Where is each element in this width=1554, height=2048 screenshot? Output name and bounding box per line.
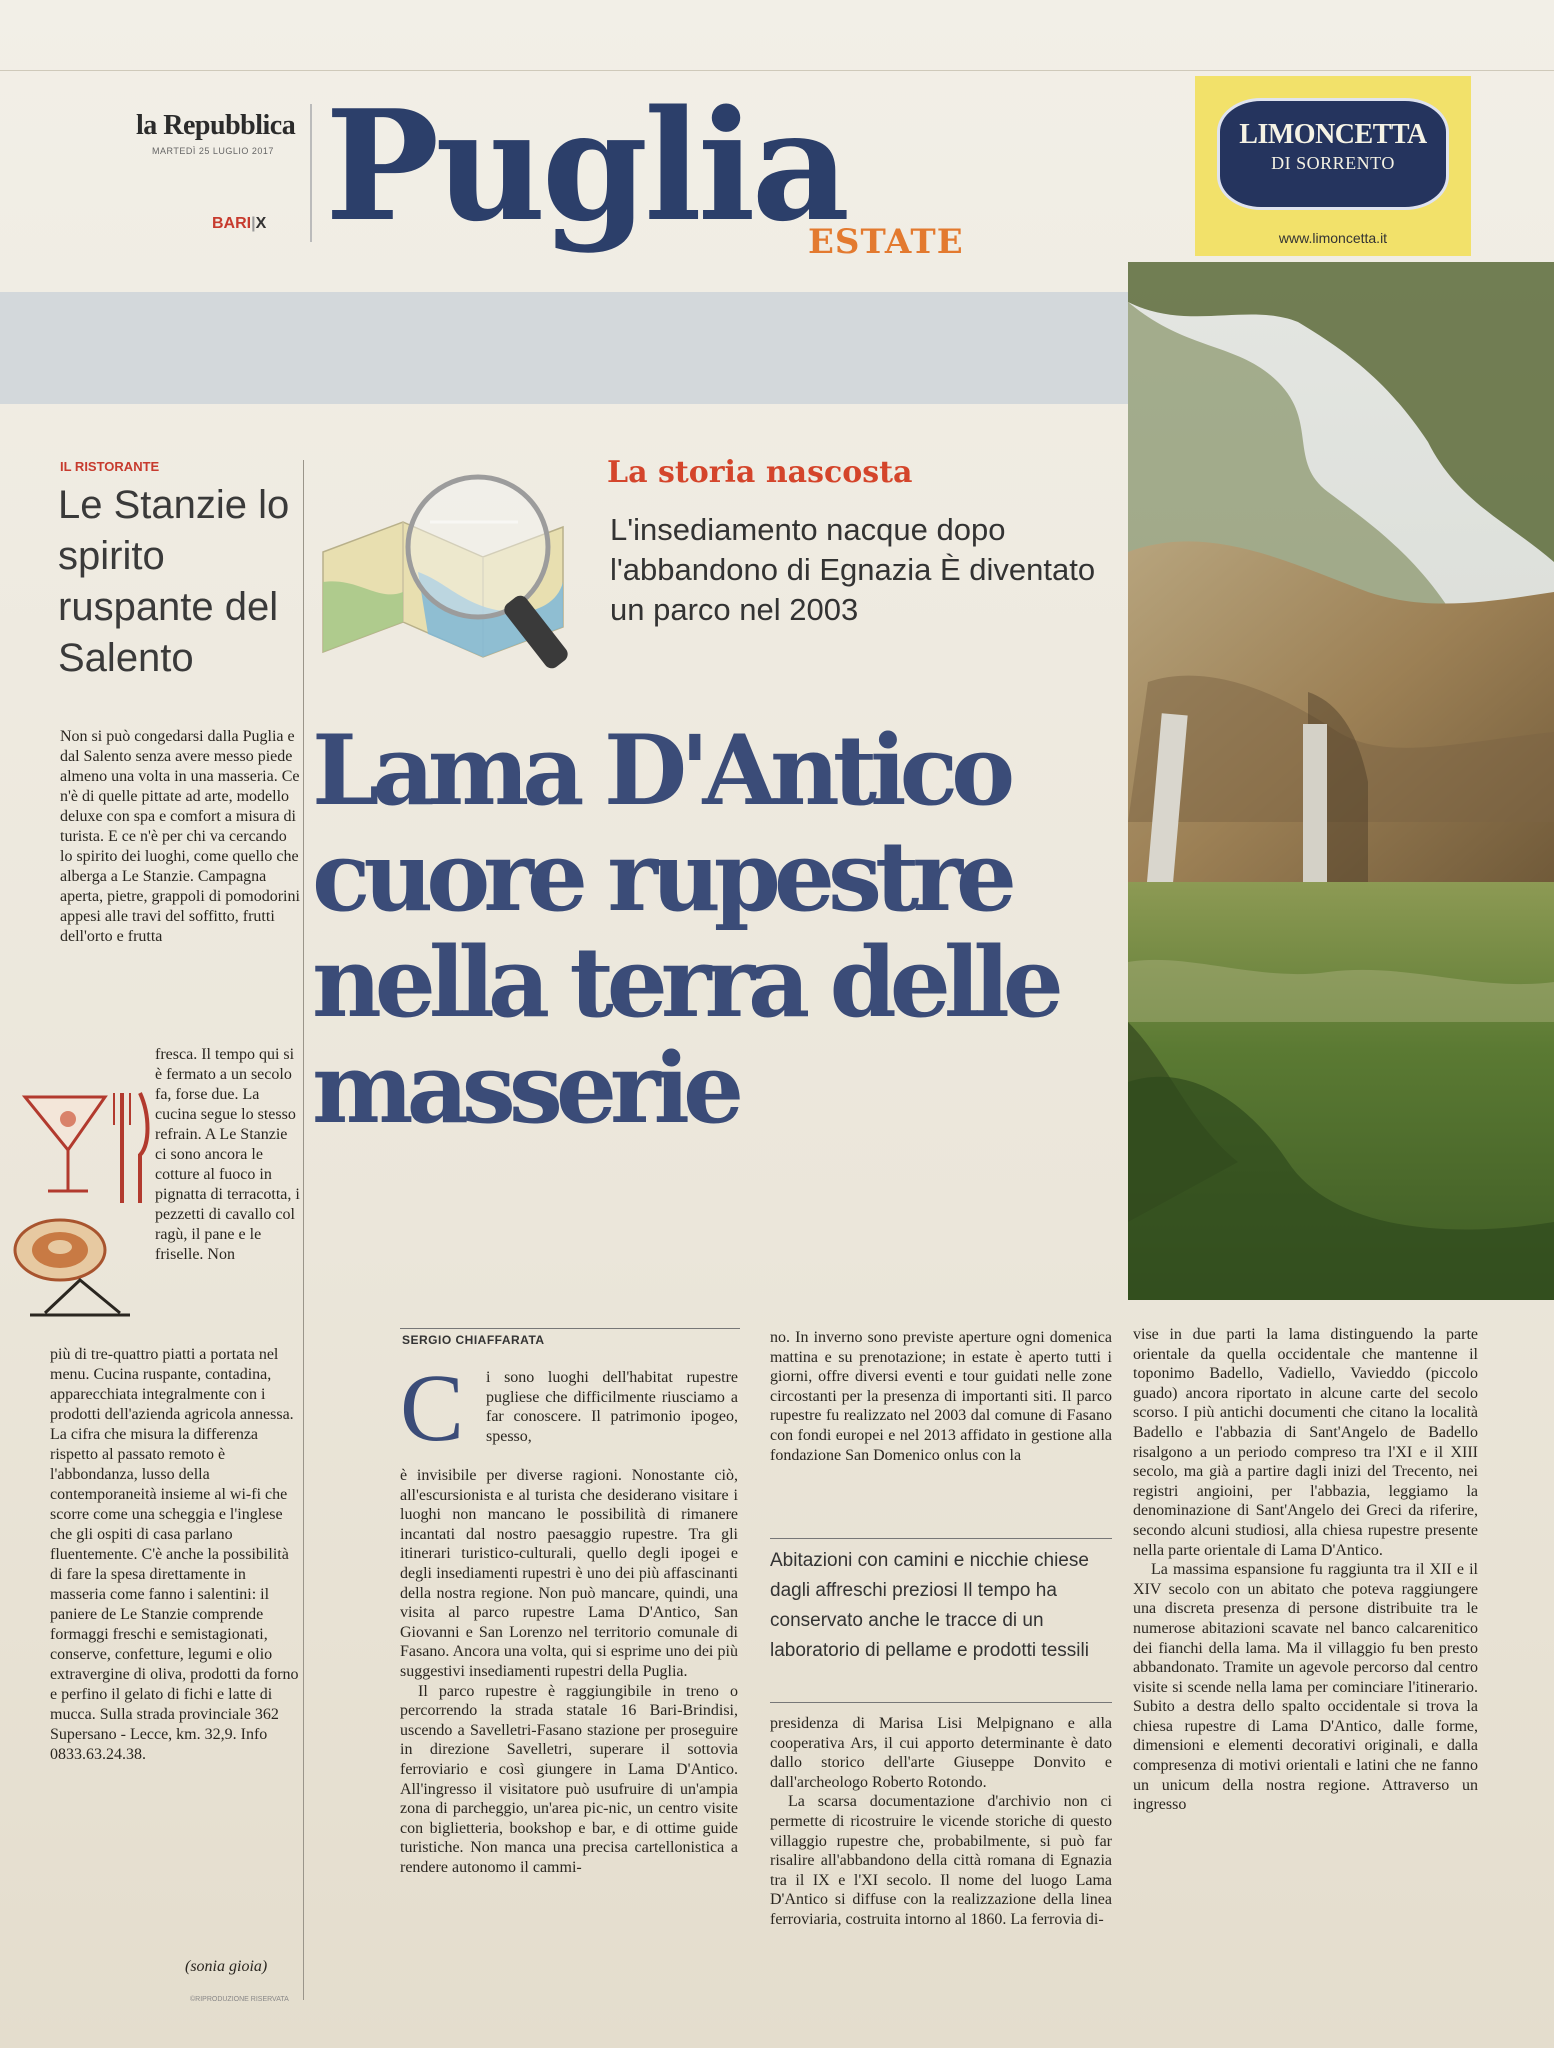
article-paragraph: Il parco rupestre è raggiungibile in treno o percorrendo la strada statale 16 Bari-Brindisi, uscendo a Savelletri-Fasano stazione per proseguire in direzione Savelletri, superare il sottovia ferroviario e così giungere in Lama D'Antico. All'ingresso il visitatore può usufruire di un'ampia zona di parcheggio, un'area pic-nic, un centro visite con biglietteria, bookshop e bar, e di ottime guide turistiche. Non manca una precisa cartellonistica a rendere autonomo il cammi- — [400, 1682, 738, 1876]
plate-icon — [15, 1220, 105, 1280]
pullquote-rule-bottom — [770, 1702, 1112, 1703]
byline: SERGIO CHIAFFARATA — [402, 1333, 545, 1347]
pullquote-rule-top — [770, 1538, 1112, 1539]
article-paragraph: è invisibile per diverse ragioni. Nonostante ciò, all'escursionista e al turista che desiderano visitare i luoghi non mancano le possibilità di rimanere incantati dal nostro paesaggio rupestre. Tra gli itinerari turistico-culturali, quello degli ipogei e degli insediamenti rupestri è uno dei più affascinanti della nostra regione. Non può mancare, quindi, una visita al parco rupestre Lama D'Antico, San Giovanni e San Lorenzo nel territorio comunale di Fasano. Ancora una volta, qui si esprime uno dei più suggestivi insediamenti rupestri della Puglia. — [400, 1467, 738, 1680]
article-paragraph: La scarsa documentazione d'archivio non ci permette di ricostruire le vicende storiche di questo villaggio rupestre che, probabilmente, si può far risalire all'abbandono della città romana di Egnazia tra il IX e l'XI secolo. Il nome del luogo Lama D'Antico si diffuse con la realizzazione della linea ferroviaria, costruita intorno al 1860. La ferrovia di- — [770, 1793, 1112, 1928]
article-col3 — [1133, 1325, 1478, 1815]
copyright-note: ©RIPRODUZIONE RISERVATA — [190, 1996, 289, 2003]
article-col2-bottom — [770, 1714, 1112, 1930]
edition-city: BARI — [212, 215, 252, 232]
ad-url: www.limoncetta.it — [1278, 230, 1388, 246]
map-magnifier-illustration — [318, 462, 578, 682]
drop-cap: C — [400, 1354, 465, 1461]
sidebar-body-2: fresca. Il tempo qui si è fermato a un secolo fa, forse due. La cucina segue lo stesso refrain. A Le Stanzie ci sono ancora le cotture al fuoco in pignatta di terracotta, i pezzetti di cavallo col ragù, il pane e le friselle. Non — [155, 1046, 300, 1263]
edition-marker: X — [255, 215, 267, 232]
cutlery-icon — [114, 1093, 148, 1203]
article-col2-top — [770, 1328, 1112, 1465]
deckchair-icon — [30, 1280, 130, 1315]
section-subtitle: ESTATE — [808, 222, 964, 262]
pullquote: Abitazioni con camini e nicchie chiese dagli affreschi preziosi Il tempo ha conservato anche le tracce di un laboratorio di pellame e prodotti tessili — [770, 1550, 1089, 1661]
feature-kicker: La storia nascosta — [607, 455, 913, 490]
newspaper-name: la Repubblica — [136, 110, 296, 141]
article-col1-intro: i sono luoghi dell'habitat rupestre pugliese che difficilmente riusciamo a far conoscere. Il patrimonio ipogeo, spesso, — [486, 1369, 738, 1445]
landscape-photo — [1128, 262, 1554, 1300]
feature-subtitle: L'insediamento nacque dopo l'abbandono di Egnazia È diventato un parco nel 2003 — [610, 512, 1096, 627]
restaurant-illustration — [10, 1075, 150, 1320]
byline-rule — [400, 1328, 740, 1329]
edition-label: BARI|X — [212, 215, 267, 232]
sidebar-kicker: IL RISTORANTE — [60, 459, 160, 474]
article-col1-body — [400, 1466, 738, 1877]
header-band — [0, 292, 1130, 404]
ad-brand: LIMONCETTA — [1239, 119, 1427, 150]
ad-badge — [1217, 98, 1449, 210]
sidebar-title: Le Stanzie lo spirito ruspante del Salento — [58, 483, 290, 680]
top-rule — [0, 70, 1554, 71]
masthead-divider — [310, 104, 312, 242]
sidebar-body-3: più di tre-quattro piatti a portata nel menu. Cucina ruspante, contadina, apparecchiata integralmente con i prodotti dell'azienda agricola annessa. La cifra che misura la differenza rispetto al passato remoto è l'abbondanza, lusso della contemporaneità insieme al wi-fi che scorre come una scheggia e l'inglese che gli ospiti di casa parlano fluentemente. C'è anche la possibilità di fare la spesa direttamente in masseria come fanno i salentini: il paniere de Le Stanzie comprende formaggi freschi e semistagionati, conserve, confetture, legumi e olio extravergine di oliva, prodotti da forno e perfino il gelato di fichi e latte di mucca. Sulla strada provinciale 362 Supersano - Lecce, km. 32,9. Info 0833.63.24.38. — [50, 1346, 299, 1763]
cocktail-glass-icon — [25, 1097, 105, 1191]
article-paragraph: La massima espansione fu raggiunta tra il XII e il XIV secolo con un abitato che poteva raggiungere una discreta presenza di persone distribuite tra le numerose abitazioni scavate nel banco calcarenitico dei fianchi della lama. Ma il villaggio fu ben presto abbandonato. Tramite un agevole percorso dal centro visite si scende nella lama per cominciare l'itinerario. Subito a destra dello spalto occidentale si trova la chiesa rupestre di Lama D'Antico, dalle forme, dimensioni e elementi decorativi originali, e dalla compresenza di motivi orientali e latini che ne fanno un unicum della nostra regione. Attraverso un ingresso — [1133, 1561, 1478, 1814]
column-rule — [303, 460, 304, 2000]
ad-sub: DI SORRENTO — [1271, 153, 1395, 173]
advertisement — [1195, 76, 1471, 256]
sidebar-body-1: Non si può congedarsi dalla Puglia e dal Salento senza avere messo piede almeno una volta in una masseria. Ce n'è di quelle pittate ad arte, modello deluxe con spa e comfort a misura di turista. E ce n'è per chi va cercando lo spirito dei luoghi, come quello che alberga a Le Stanzie. Campagna aperta, pietre, grappoli di pomodorini appesi alle travi del soffitto, frutti dell'orto e frutta — [60, 728, 300, 945]
feature-headline: Lama D'Antico cuore rupestre nella terra delle masserie — [312, 714, 1057, 1145]
article-paragraph: no. In inverno sono previste aperture ogni domenica mattina e su prenotazione; in estate è aperto tutti i giorni, offre diversi eventi e tour guidati nelle zone circostanti per la presenza di importanti siti. Il parco rupestre fu realizzato nel 2003 dal comune di Fasano con fondi europei e nel 2013 affidato in gestione alla fondazione San Domenico onlus con la — [770, 1329, 1112, 1464]
issue-date: MARTEDÌ 25 LUGLIO 2017 — [152, 146, 274, 156]
sidebar-signature: (sonia gioia) — [185, 1958, 268, 1975]
article-paragraph: presidenza di Marisa Lisi Melpignano e alla cooperativa Ars, il cui apporto determinante è dato dallo storico dell'arte Giuseppe Donvito e dall'archeologo Roberto Rotondo. — [770, 1715, 1112, 1791]
section-title: Puglia — [325, 76, 847, 255]
article-paragraph: vise in due parti la lama distinguendo la parte orientale da quella occidentale che mantenne il toponimo Badello, Vadiello, Vavieddo (piccolo guado) ancora riportato in alcune carte del secolo scorso. I più antichi documenti che citano la località Badello e l'abbazia di Sant'Angelo de Badello risalgono a un periodo compreso tra l'XI e il XIII secolo, ma già a partire dagli inizi del Trecento, nei registri angioini, per l'abbazia, leggiamo la denominazione di Sant'Angelo dei Greci da riferire, secondo alcuni studiosi, alla chiesa rupestre presente nella parte orientale di Lama D'Antico. — [1133, 1326, 1478, 1559]
